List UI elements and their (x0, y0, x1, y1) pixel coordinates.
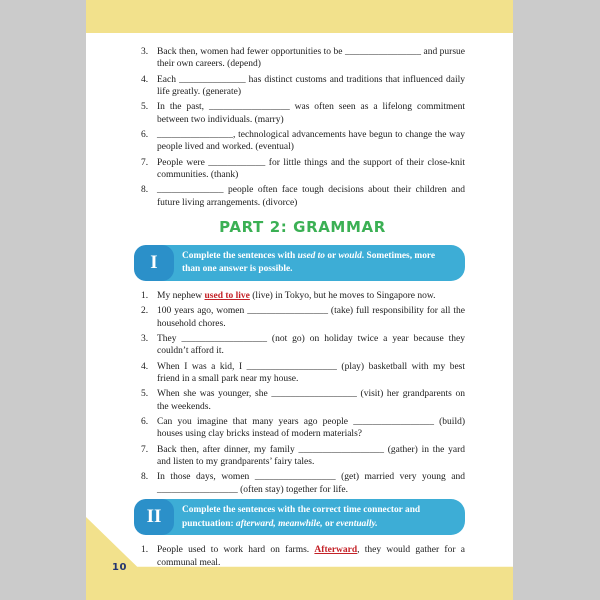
page-number: 10 (112, 562, 127, 573)
text-segment: or (322, 518, 337, 529)
item-text (157, 388, 465, 413)
item-text (157, 471, 465, 496)
text-segment: (not go) on holiday twice a year because they couldn’t afford it. (157, 333, 465, 357)
blank-line: ___________________ (246, 361, 337, 372)
text-segment: afterward, meanwhile, (235, 518, 323, 529)
section-2-exercise-list (140, 544, 465, 569)
text-segment: In those days, women (157, 472, 255, 483)
text-segment: . Sometimes, more than one answer is possible. (182, 250, 436, 275)
text-segment: (play) basketball with my best friend in a small park near my house. (157, 361, 466, 384)
item-number: 7. (141, 444, 149, 455)
text-segment: , technological advancements have begun to change the way people lived and worked. (eventual) (157, 130, 465, 153)
blank-line: ______________ (179, 74, 246, 85)
exercise-item (140, 416, 465, 441)
grammar-section-1 (140, 245, 465, 496)
worksheet-page (86, 0, 513, 600)
part1-exercise-list (140, 46, 465, 209)
text-segment: was often seen as a lifelong commitment between two individuals. (marry) (157, 102, 465, 125)
exercise-item (140, 101, 465, 126)
blank-line: ________________ (344, 47, 421, 57)
text-segment: My nephew (157, 290, 205, 301)
text-segment: (build) houses using clay bricks instead of modern materials? (157, 416, 465, 440)
item-text (157, 46, 465, 71)
blank-line: __________________ (181, 333, 267, 344)
item-number: 5. (141, 102, 149, 113)
blank-line: _________________ (247, 306, 328, 317)
item-text (157, 333, 465, 358)
item-text (157, 290, 465, 302)
exercise-item (140, 471, 465, 496)
text-segment: Complete the sentences with the correct time connector and punctuation: (182, 505, 421, 529)
blank-line: ______________ (157, 185, 224, 196)
item-text (157, 416, 465, 441)
exercise-item (140, 129, 465, 154)
blank-line: ________________ (157, 130, 233, 141)
top-decoration-band (86, 0, 513, 33)
item-text (157, 129, 465, 154)
grammar-section-2 (140, 499, 465, 569)
text-segment: has distinct customs and traditions that influenced daily life greatly. (generate) (157, 74, 465, 98)
blank-line: _________________ (353, 416, 434, 427)
exercise-item (140, 444, 465, 469)
page-content (140, 46, 465, 572)
item-number: 6. (141, 416, 149, 427)
exercise-item (140, 184, 465, 209)
text-segment: In the past, (157, 102, 209, 113)
item-number: 2. (141, 306, 149, 317)
blank-line: _________________ (254, 472, 336, 483)
item-number: 6. (141, 130, 149, 141)
blank-line: _________________ (208, 102, 290, 113)
exercise-item (140, 333, 465, 358)
item-number: 3. (141, 333, 149, 344)
text-segment: Complete the sentences with (182, 250, 298, 261)
text-segment: (get) married very young and (335, 472, 465, 483)
item-number: 1. (141, 545, 149, 556)
answer-text: Afterward (314, 545, 358, 556)
exercise-item (140, 388, 465, 413)
text-segment: They (157, 333, 182, 344)
blank-line: ____________ (208, 157, 266, 168)
item-number: 5. (141, 389, 149, 400)
text-segment: and pursue their own careers. (depend) (157, 47, 466, 70)
section-1-header-bar (134, 245, 465, 281)
item-number: 4. (141, 74, 149, 85)
text-segment: 100 years ago, women (157, 306, 248, 317)
blank-line: _________________ (157, 484, 238, 495)
text-segment: (live) in Tokyo, but he moves to Singapore now. (249, 290, 436, 301)
text-segment: Back then, after dinner, my family (157, 444, 299, 455)
exercise-item (140, 544, 465, 569)
item-number: 7. (141, 157, 149, 168)
section-2-instruction (182, 505, 420, 529)
text-segment: Can you imagine that many years ago people (157, 416, 354, 427)
text-segment: eventually. (336, 518, 378, 529)
text-segment: or (324, 250, 339, 261)
item-text (157, 544, 465, 569)
text-segment: When I was a kid, I (157, 361, 247, 372)
section-2-header-bar (134, 499, 465, 535)
blank-line: __________________ (271, 389, 357, 400)
item-number: 8. (141, 185, 149, 196)
exercise-item (140, 305, 465, 330)
item-text (157, 184, 465, 209)
exercise-item (140, 46, 465, 71)
section-1-instruction (182, 251, 435, 275)
item-number: 8. (141, 472, 149, 483)
text-segment: Each (157, 74, 180, 85)
exercise-item (140, 157, 465, 182)
text-segment: people often face tough decisions about their children and future living arrangements. (divorce) (157, 185, 465, 208)
text-segment: (gather) in the yard and listen to my grandparents’ fairy tales. (157, 444, 465, 467)
item-number: 1. (141, 290, 149, 301)
item-text (157, 74, 465, 99)
exercise-item (140, 361, 465, 386)
part2-title: PART 2: GRAMMAR (219, 218, 386, 237)
answer-text: used to live (204, 290, 250, 301)
exercise-item (140, 290, 465, 302)
text-segment: (take) full responsibility for all the household chores. (157, 306, 465, 329)
section-2-badge: II (134, 499, 174, 535)
item-number: 4. (141, 361, 149, 372)
text-segment: used to (297, 250, 325, 261)
text-segment: for little things and the support of their close-knit communities. (thank) (157, 157, 465, 181)
section-1-exercise-list (140, 290, 465, 496)
text-segment: (often stay) together for life. (237, 484, 349, 495)
text-segment: When she was younger, she (157, 389, 272, 400)
item-text (157, 157, 465, 182)
item-text (157, 361, 465, 386)
section-1-badge: I (134, 245, 174, 281)
text-segment: People used to work hard on farms. (157, 545, 315, 556)
exercise-item (140, 74, 465, 99)
item-text (157, 444, 465, 469)
text-segment: (visit) her grandparents on the weekends. (157, 389, 465, 412)
text-segment: Back then, women had fewer opportunities to be (157, 47, 345, 57)
text-segment: People were (157, 157, 209, 168)
blank-line: __________________ (298, 444, 384, 455)
item-text (157, 101, 465, 126)
item-text (157, 305, 465, 330)
text-segment: , they would gather for a communal meal. (157, 545, 465, 568)
text-segment: would (338, 250, 362, 261)
item-number: 3. (141, 47, 149, 57)
